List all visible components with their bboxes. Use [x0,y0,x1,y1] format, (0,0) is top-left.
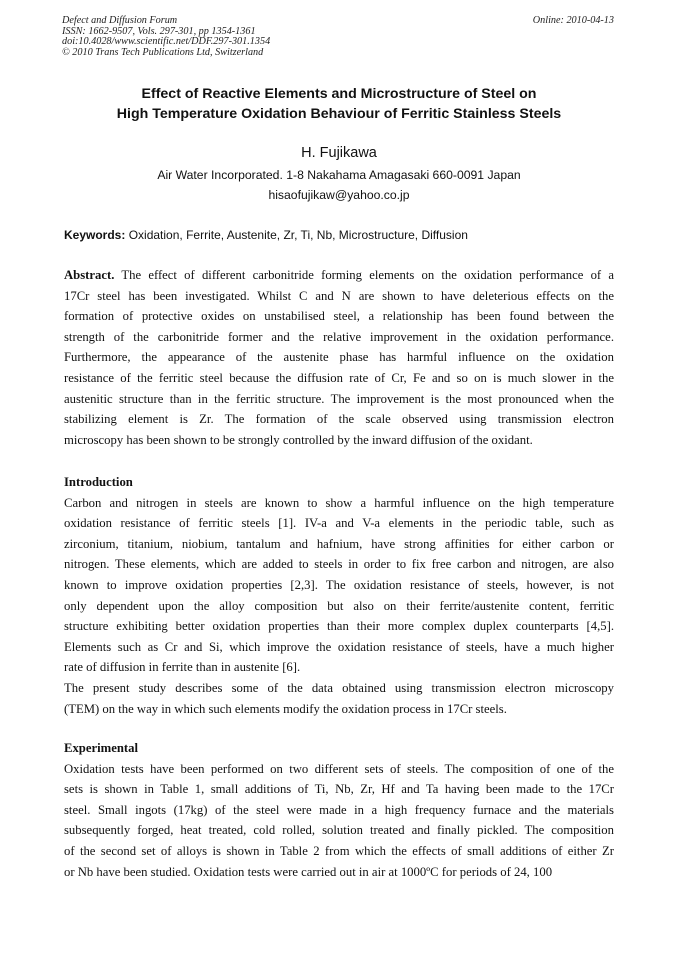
abstract-section [64,265,614,450]
abstract-line: resistance of the ferritic steel because the diffusion rate of Cr, Fe and so on is much slower in the [64,370,614,385]
experimental-section [64,738,614,882]
experimental-line: Oxidation tests have been performed on two different sets of steels. The composition of one of the [64,761,614,776]
introduction-section [64,472,614,719]
title-line-1: Effect of Reactive Elements and Microstructure of Steel on [141,86,537,102]
introduction-line: Carbon and nitrogen in steels are known to show a harmful influence on the high temperature [64,495,614,510]
keywords-label: Keywords: [64,228,126,242]
experimental-heading: Experimental [64,741,139,755]
experimental-line: steel. Small ingots (17kg) of the steel were made in a high frequency furnace and the materials [64,802,614,817]
abstract-line: formation of protective oxides on unstabilised steel, a relationship has been found between the [64,309,614,324]
introduction-line: nitrogen. These elements, which are added to steels in order to fix free carbon and nitrogen, are also [64,557,614,572]
introduction-line: The present study describes some of the data obtained using transmission electron microscopy [64,680,614,695]
abstract-line [64,265,614,286]
abstract-line: 17Cr steel has been investigated. Whilst C and N are shown to have deleterious effects on the [64,288,614,303]
experimental-line: of the second set of alloys is shown in Table 2 from which the effects of small additions of either Zr [64,843,614,858]
abstract-label: Abstract. [64,268,115,282]
author-email: hisaofujikaw@yahoo.co.jp [268,188,410,202]
keywords-text: Oxidation, Ferrite, Austenite, Zr, Ti, Nb, Microstructure, Diffusion [128,228,468,242]
author-affiliation-block [0,165,678,205]
introduction-line: rate of diffusion in ferrite than in austenite [6]. [64,660,301,675]
experimental-line: subsequently forged, heat treated, cold rolled, solution treated and finally pickled. The composition [64,823,614,838]
journal-header [62,16,614,58]
affiliation: Air Water Incorporated. 1-8 Nakahama Amagasaki 660-0091 Japan [157,168,521,182]
issn-line: ISSN: 1662-9507, Vols. 297-301, pp 1354-1361 [62,25,256,37]
introduction-line: zirconium, titanium, niobium, tantalum and hafnium, have strong affinities for either carbon or [64,536,614,551]
abstract-line: strength of the carbonitride former and the relative improvement in the oxidation performance. [64,329,614,344]
introduction-line: Elements such as Cr and Si, which improve the oxidation resistance of steels, have a much higher [64,639,614,654]
introduction-line: oxidation resistance of ferritic steels [1]. IV-a and V-a elements in the periodic table, such as [64,516,614,531]
paper-title [40,84,638,124]
abstract-line: austenitic structure than in the ferritic structure. The improvement is the most pronounced when the [64,391,614,406]
experimental-line: or Nb have been studied. Oxidation tests were carried out in air at 1000ºC for periods of 24, 100 [64,864,553,879]
online-date: Online: 2010-04-13 [532,15,614,26]
journal-name: Defect and Diffusion Forum [62,15,178,26]
abstract-line: microscopy has been shown to be strongly controlled by the inward diffusion of the oxidant. [64,432,533,447]
title-line-2: High Temperature Oxidation Behaviour of Ferritic Stainless Steels [116,106,562,122]
doi-line: doi:10.4028/www.scientific.net/DDF.297-301.1354 [62,36,271,48]
author-name: H. Fujikawa [301,145,377,161]
abstract-line-text: The effect of different carbonitride forming elements on the oxidation performance of a [121,268,614,282]
keywords [64,227,614,243]
abstract-line: Furthermore, the appearance of the austenite phase has harmful influence on the oxidation [64,350,614,365]
experimental-line: sets is shown in Table 1, small additions of Ti, Nb, Zr, Hf and Ta having been made to the 17Cr [64,782,614,797]
introduction-line: (TEM) on the way in which such elements modify the oxidation process in 17Cr steels. [64,701,507,716]
introduction-line: known to improve oxidation properties [2,3]. The oxidation resistance of steels, however, is not [64,577,614,592]
introduction-line: only dependent upon the alloy composition but also on their ferrite/austenite content, ferritic [64,598,614,613]
abstract-line: stabilizing element is Zr. The formation of the scale observed using transmission electron [64,412,614,427]
introduction-heading: Introduction [64,475,133,489]
introduction-line: structure exhibiting better oxidation properties than their more complex duplex counterparts [4,5]. [64,619,614,634]
copyright-line: © 2010 Trans Tech Publications Ltd, Switzerland [62,46,264,58]
